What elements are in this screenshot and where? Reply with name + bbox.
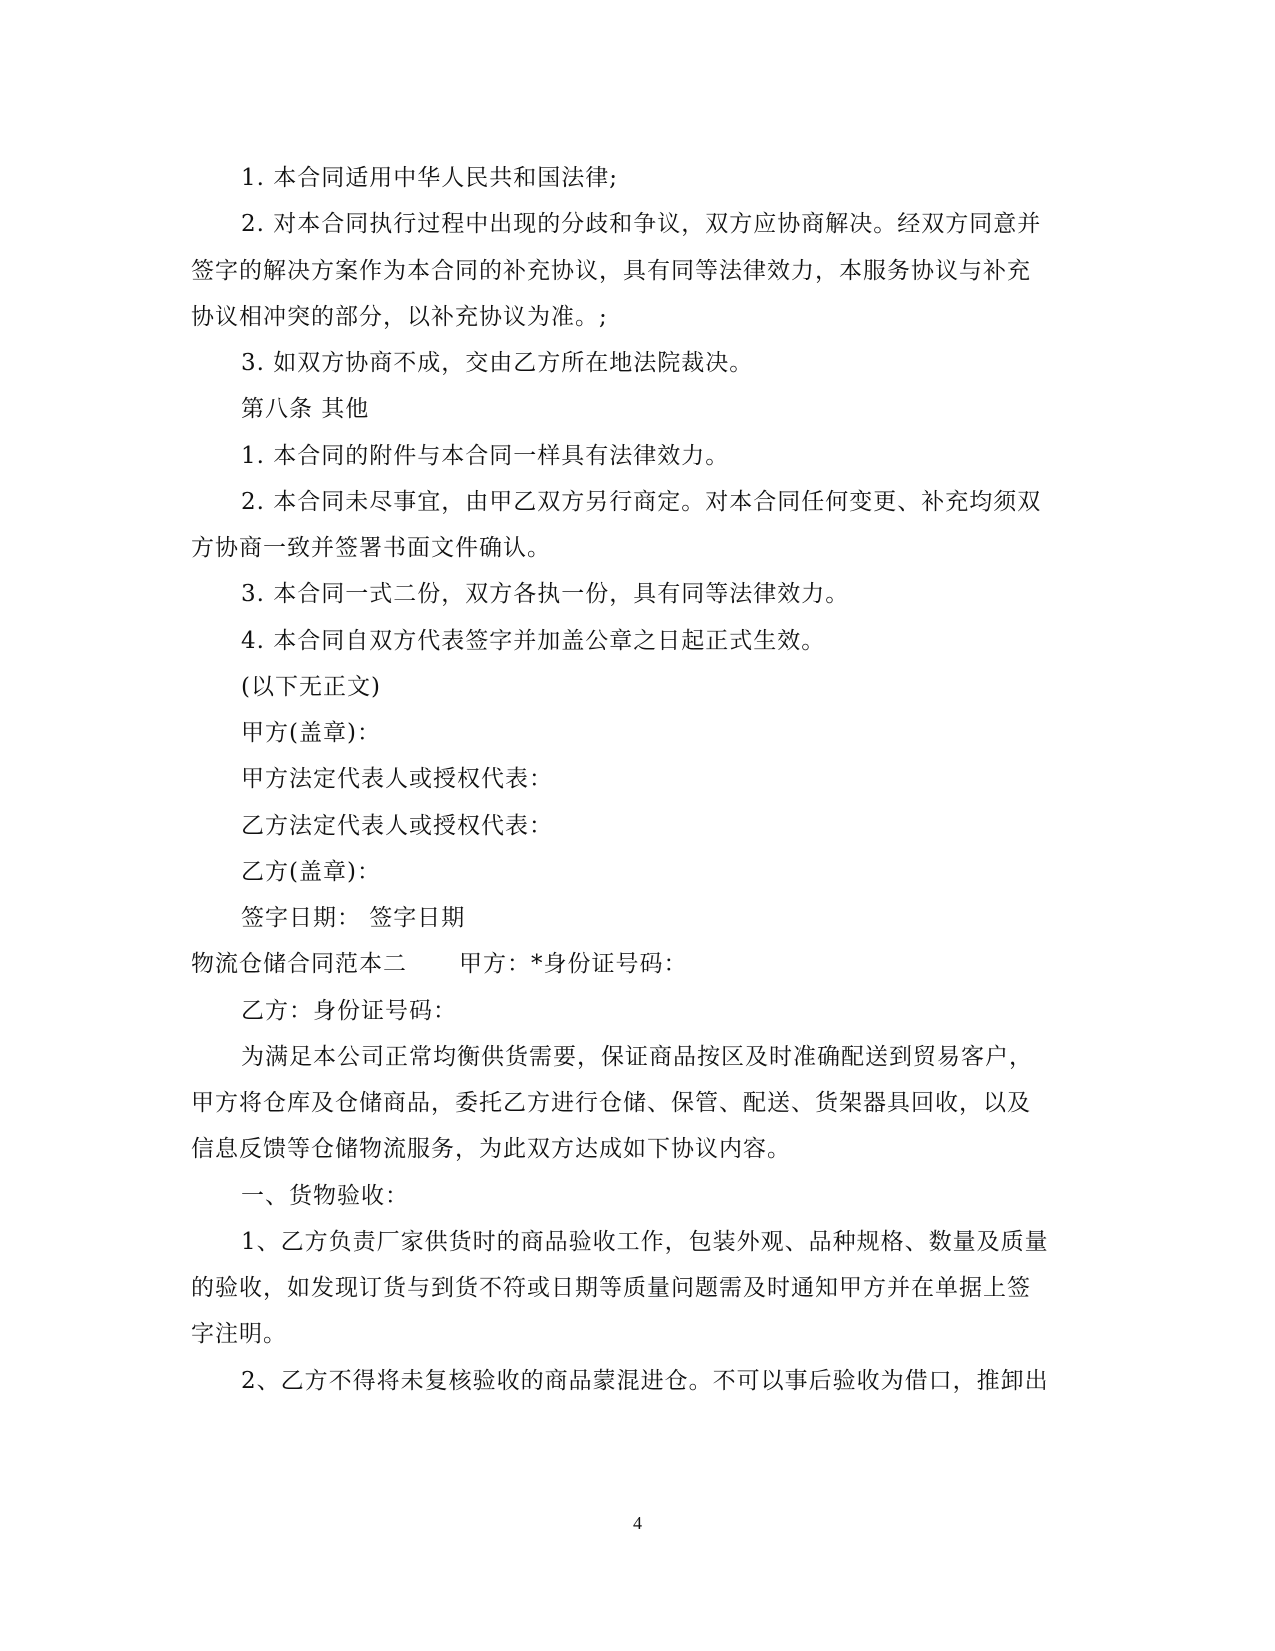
text-line: 为满足本公司正常均衡供货需要，保证商品按区及时准确配送到贸易客户， (241, 1044, 1033, 1070)
text-line: 字注明。 (191, 1321, 287, 1347)
party-a-id-label: 甲方：*身份证号码： (459, 951, 688, 977)
signature-date-label: 签字日期： 签字日期 (241, 905, 466, 931)
text-line: 1、乙方负责厂家供货时的商品验收工作，包装外观、品种规格、数量及质量 (241, 1229, 1049, 1255)
signature-field-label: 乙方法定代表人或授权代表： (241, 813, 553, 839)
section-heading: 一、货物验收： (241, 1183, 409, 1209)
text-line: 3. 本合同一式二份，双方各执一份，具有同等法律效力。 (241, 581, 850, 607)
text-line: 2. 对本合同执行过程中出现的分歧和争议，双方应协商解决。经双方同意并 (241, 211, 1042, 237)
text-line: 协议相冲突的部分，以补充协议为准。; (191, 304, 608, 330)
text-line: 2. 本合同未尽事宜，由甲乙双方另行商定。对本合同任何变更、补充均须双 (241, 489, 1042, 515)
text-line: 信息反馈等仓储物流服务，为此双方达成如下协议内容。 (191, 1136, 791, 1162)
text-line: 3. 如双方协商不成，交由乙方所在地法院裁决。 (241, 350, 754, 376)
page-number: 4 (633, 1513, 642, 1533)
signature-field-label: 甲方法定代表人或授权代表： (241, 766, 553, 792)
text-line: 的验收，如发现订货与到货不符或日期等质量问题需及时通知甲方并在单据上签 (191, 1275, 1031, 1301)
template-title: 物流仓储合同范本二 (191, 951, 407, 977)
text-line: 1. 本合同适用中华人民共和国法律; (241, 165, 619, 191)
text-line: 2、乙方不得将未复核验收的商品蒙混进仓。不可以事后验收为借口，推卸出 (241, 1368, 1049, 1394)
signature-field-label: 甲方(盖章)： (241, 720, 381, 746)
party-b-id-label: 乙方：身份证号码： (241, 998, 457, 1024)
text-line: (以下无正文) (241, 674, 381, 700)
text-line: 甲方将仓库及仓储商品，委托乙方进行仓储、保管、配送、货架器具回收，以及 (191, 1090, 1031, 1116)
section-heading: 第八条 其他 (241, 396, 370, 422)
template-title-line (191, 949, 1091, 979)
signature-field-label: 乙方(盖章)： (241, 859, 381, 885)
text-line: 4. 本合同自双方代表签字并加盖公章之日起正式生效。 (241, 628, 826, 654)
text-line: 方协商一致并签署书面文件确认。 (191, 535, 551, 561)
text-line: 1. 本合同的附件与本合同一样具有法律效力。 (241, 443, 730, 469)
text-line: 签字的解决方案作为本合同的补充协议，具有同等法律效力，本服务协议与补充 (191, 258, 1031, 284)
